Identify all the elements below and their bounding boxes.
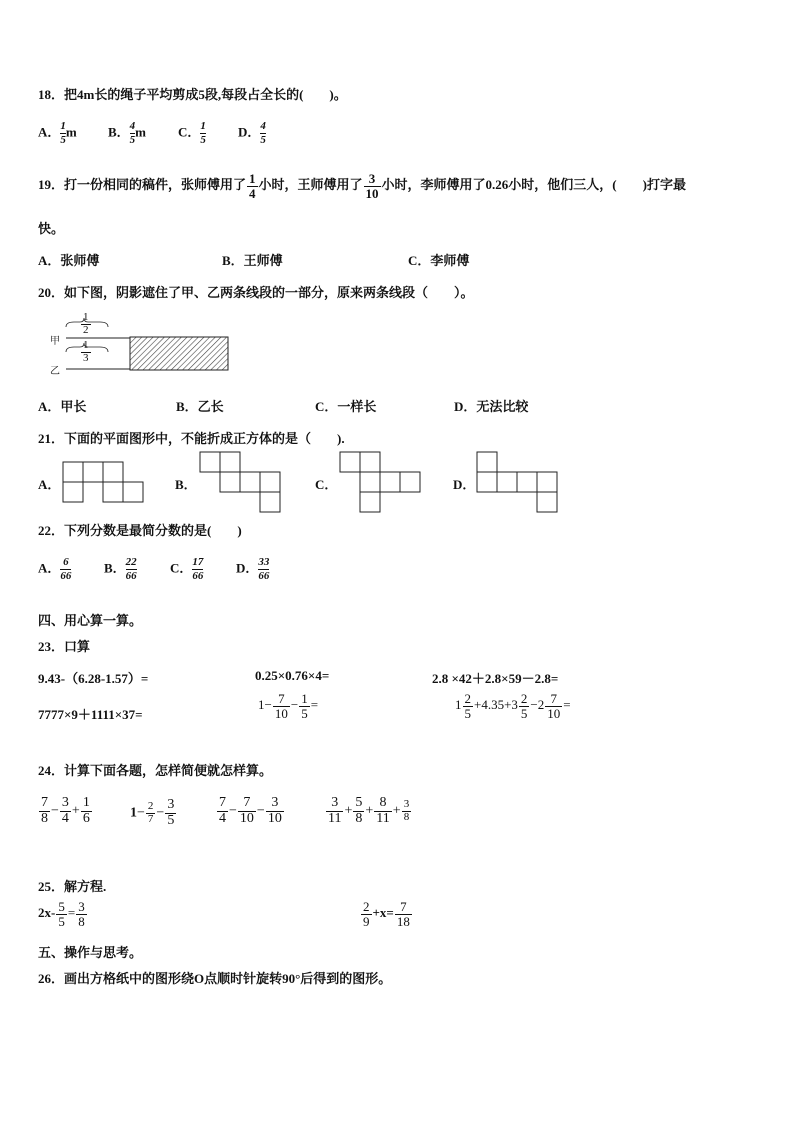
- q20-stem: 20．如下图，阴影遮住了甲、乙两条线段的一部分，原来两条线段（ ）。: [38, 285, 474, 300]
- q23-expr-6: 1 $\frac{2}{5}$ +4.35+3 $\frac{2}{5}$ −2 $\frac{7}{10}$ =: [455, 691, 571, 721]
- q23-expr-1: 9.43-（6.28-1.57）=: [38, 671, 149, 686]
- q23-title: 23．口算: [38, 639, 91, 654]
- q18-option-a: A． $\frac{1}{5}$ m: [38, 120, 77, 147]
- q20-option-c: C．一样长: [315, 399, 377, 414]
- q24-expr-2: 1− $\frac{2}{7}$ − $\frac{3}{5}$: [130, 797, 175, 828]
- q24-expr-4: $\frac{3}{11}$ + $\frac{5}{8}$ + $\frac{8}{11}$ + $\frac{3}{8}$: [328, 795, 410, 826]
- q21-net-d: [477, 452, 557, 512]
- q20-frac-yi: $\frac{1}{3}$: [83, 339, 89, 364]
- q23-expr-5: 1− $\frac{7}{10}$ − $\frac{1}{5}$ =: [258, 691, 319, 721]
- q22-option-d: D． $\frac{33}{66}$: [236, 556, 270, 583]
- q24-title: 24．计算下面各题，怎样简便就怎样算。: [38, 763, 273, 778]
- q21-net-b: [200, 452, 280, 512]
- q25-equation-1: 2x- $\frac{5}{5}$ = $\frac{3}{8}$: [38, 899, 85, 929]
- q21-stem: 21．下面的平面图形中，不能折成正方体的是（ ).: [38, 431, 345, 446]
- q20-label-jia: 甲: [50, 336, 60, 347]
- q21-option-d-label: D．: [453, 477, 476, 492]
- q21-net-a: [63, 462, 143, 502]
- q20-label-yi: 乙: [50, 366, 60, 377]
- q18-option-b: B． $\frac{4}{5}$ m: [108, 120, 147, 147]
- q22-option-a: A． $\frac{6}{66}$: [38, 556, 72, 583]
- q22-stem: 22．下列分数是最简分数的是( ): [38, 523, 242, 538]
- q20-frac-jia: $\frac{1}{2}$: [83, 311, 89, 336]
- q19-stem: 19．打一份相同的稿件，张师傅用了 $\frac{1}{4}$ 小时，王师傅用了 $\frac{3}{10}$ 小时，李师傅用了0.26小时，他们三人，( )打字最: [38, 171, 686, 201]
- q18-stem: 18．把4m长的绳子平均剪成5段,每段占全长的( )。: [38, 87, 347, 102]
- q21-option-c-label: C．: [315, 477, 338, 492]
- q18-option-c: C． $\frac{1}{5}$: [178, 120, 206, 147]
- q20-option-d: D．无法比较: [454, 399, 529, 414]
- q24-expr-1: $\frac{7}{8}$ − $\frac{3}{4}$ + $\frac{1}{6}$: [41, 795, 90, 826]
- q19-option-a: A．张师傅: [38, 253, 100, 268]
- q21-option-a-label: A．: [38, 477, 61, 492]
- q19-line2: 快。: [38, 221, 65, 236]
- section-5-heading: 五、操作与思考。: [38, 945, 143, 960]
- q23-expr-2: 0.25×0.76×4=: [255, 668, 330, 683]
- q20-option-a: A．甲长: [38, 399, 87, 414]
- q20-option-b: B．乙长: [176, 399, 224, 414]
- q19-option-c: C．李师傅: [408, 253, 470, 268]
- section-4-heading: 四、用心算一算。: [38, 613, 143, 628]
- q23-expr-4: 7777×9＋1111×37=: [38, 707, 143, 722]
- q24-expr-3: $\frac{7}{4}$ − $\frac{7}{10}$ − $\frac{3}{10}$: [219, 795, 282, 826]
- q22-option-c: C． $\frac{17}{66}$: [170, 556, 204, 583]
- q22-option-b: B． $\frac{22}{66}$: [104, 556, 137, 583]
- q19-option-b: B．王师傅: [222, 253, 283, 268]
- q23-expr-3: 2.8 ×42＋2.8×59－2.8=: [432, 671, 559, 686]
- q21-option-b-label: B．: [175, 477, 197, 492]
- q25-equation-2: $\frac{2}{9}$ +x= $\frac{7}{18}$: [363, 899, 410, 929]
- q26-stem: 26．画出方格纸中的图形绕O点顺时针旋转90°后得到的图形。: [38, 971, 392, 986]
- q21-net-c: [340, 452, 420, 512]
- q25-title: 25．解方程.: [38, 879, 107, 894]
- q18-option-d: D． $\frac{4}{5}$: [238, 120, 266, 147]
